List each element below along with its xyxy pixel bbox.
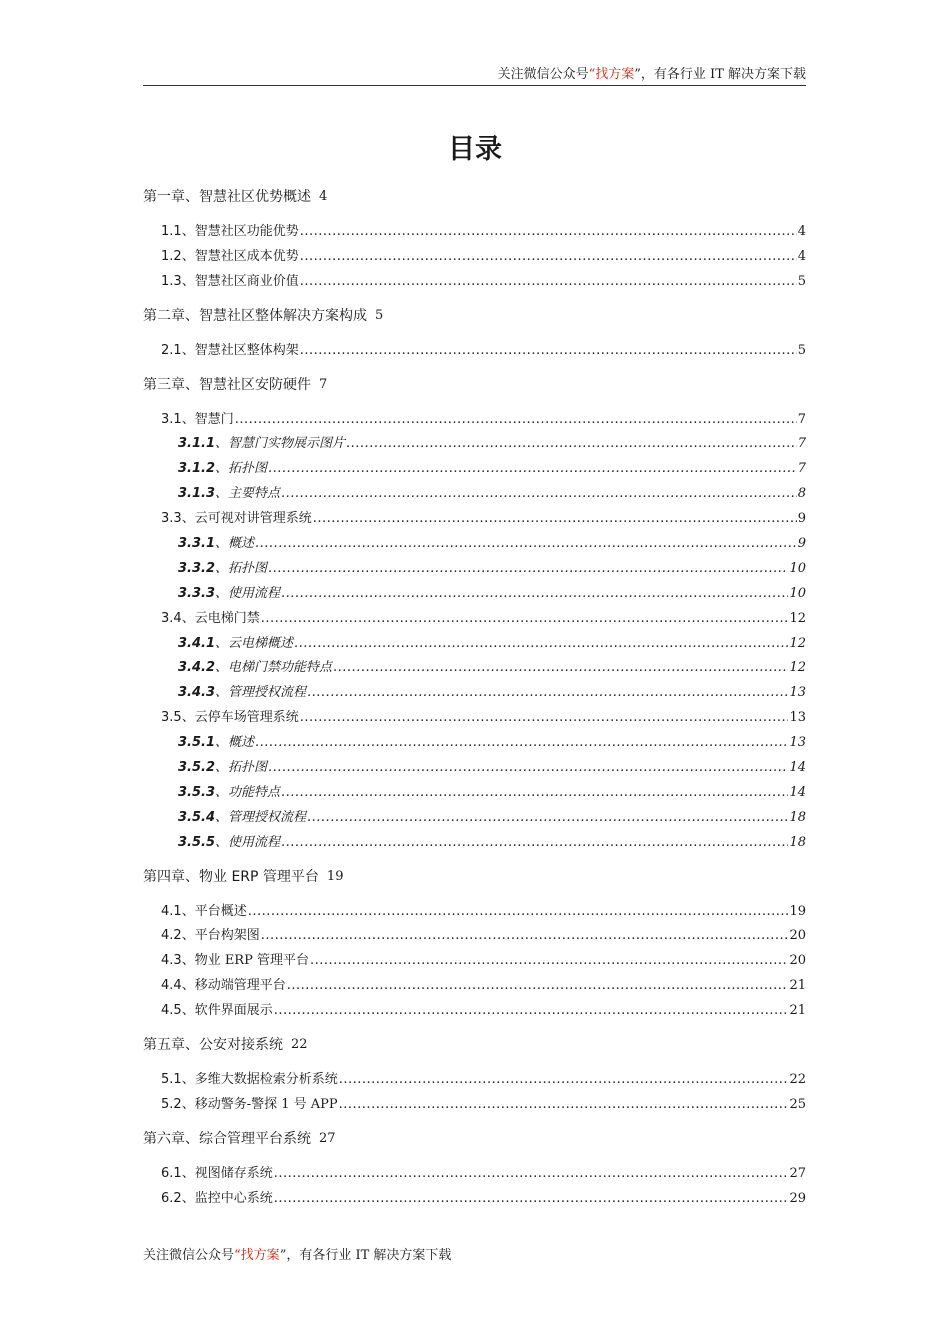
entry-page-number: 7 [797,411,806,427]
chapter-title: 第六章、综合管理平台系统 [143,1130,311,1147]
entry-page-number: 9 [797,511,806,527]
header-brand: 找方案 [595,67,635,82]
entry-number: 3.5.3 [178,784,216,800]
entry-title: 、移动警务-警探 1 号 APP [181,1096,338,1112]
entry-title: 、拓扑图 [215,560,268,576]
dot-leader [281,582,788,607]
toc-subsection-entry[interactable] [143,532,806,557]
toc-subsection-entry[interactable] [143,557,806,582]
entry-page-number: 13 [789,735,806,751]
dot-leader [281,831,788,856]
entry-number: 3.1.3 [178,486,216,502]
page-title: 目录 [448,134,502,165]
entry-title: 、监控中心系统 [181,1190,273,1206]
dot-leader [300,220,797,245]
toc-section-entry[interactable] [143,339,806,364]
chapter-page-number: 5 [375,307,384,323]
page-header [143,66,806,86]
toc-subsection-entry[interactable] [143,632,806,657]
toc-subsection-entry[interactable] [143,731,806,756]
entry-title: 、智慧门实物展示图片 [215,436,346,452]
entry-number: 6.2 [161,1190,182,1206]
dot-leader [281,482,797,507]
entry-number: 3.5.5 [178,834,216,850]
dot-leader [274,1162,789,1187]
toc-subsection-entry[interactable] [143,582,806,607]
entry-page-number: 20 [789,953,806,969]
dot-leader [300,339,797,364]
entry-page-number: 13 [789,685,806,701]
entry-number: 3.3.3 [178,585,216,601]
dot-leader [339,1068,789,1093]
entry-number: 3.4 [161,610,182,626]
entry-page-number: 18 [789,809,806,825]
toc-section-entry[interactable] [143,974,806,999]
toc-subsection-entry[interactable] [143,681,806,706]
entry-title: 、智慧门 [181,411,234,427]
dot-leader [255,731,788,756]
entry-page-number: 5 [797,342,806,358]
entry-title: 、平台构架图 [181,928,260,944]
entry-page-number: 21 [789,978,806,994]
section-spacer [143,295,806,304]
toc-section-entry[interactable] [143,607,806,632]
entry-number: 4.4 [161,978,182,994]
dot-leader [274,1187,789,1212]
chapter-page-number: 19 [326,868,344,884]
dot-leader [294,632,788,657]
entry-title: 、概述 [215,735,255,751]
entry-number: 3.3.1 [178,536,216,552]
dot-leader [268,756,788,781]
toc-chapter[interactable] [143,1127,806,1151]
entry-page-number: 5 [797,273,806,289]
entry-title: 、拓扑图 [215,760,268,776]
footer-text-post: ，有各行业 IT 解决方案下载 [286,1248,452,1263]
toc-section-entry[interactable] [143,999,806,1024]
footer-quote-close: ” [279,1248,287,1263]
entry-number: 6.1 [161,1165,182,1181]
entry-title: 、多维大数据检索分析系统 [181,1072,338,1088]
entry-page-number: 13 [789,710,806,726]
entry-number: 5.1 [161,1072,182,1088]
toc-section-entry[interactable] [143,507,806,532]
entry-number: 1.2 [161,248,182,264]
entry-title: 、智慧社区功能优势 [181,224,299,239]
entry-number: 4.2 [161,928,182,944]
toc-section-entry[interactable] [143,1162,806,1187]
entry-page-number: 12 [789,660,806,676]
entry-number: 2.1 [161,342,182,358]
footer-quote-open: “ [234,1248,241,1263]
section-spacer [143,856,806,865]
entry-page-number: 12 [789,610,806,626]
entry-page-number: 29 [789,1190,806,1206]
header-quote-open: “ [588,67,596,82]
entry-page-number: 7 [797,436,806,452]
entry-page-number: 12 [789,635,806,651]
entry-title: 、软件界面展示 [181,1003,273,1019]
toc-subsection-entry[interactable] [143,806,806,831]
entry-number: 3.5.1 [178,735,216,751]
entry-number: 3.1.2 [178,461,216,477]
dot-leader [310,949,788,974]
entry-number: 3.1.1 [178,436,216,452]
toc-section-entry[interactable] [143,220,806,245]
entry-title: 、使用流程 [215,834,281,850]
toc-subsection-entry[interactable] [143,756,806,781]
entry-page-number: 14 [789,760,806,776]
toc-section-entry[interactable] [143,900,806,925]
entry-title: 、云电梯门禁 [181,610,260,626]
toc-section-entry[interactable] [143,1187,806,1212]
chapter-title: 第三章、智慧社区安防硬件 [143,376,311,393]
entry-number: 3.5.4 [178,809,216,825]
entry-title: 、云电梯概述 [215,635,294,651]
entry-number: 3.4.3 [178,685,216,701]
page-footer [143,1246,451,1266]
toc-section-entry[interactable] [143,1068,806,1093]
section-spacer [143,1118,806,1127]
entry-number: 4.1 [161,903,182,919]
entry-number: 5.2 [161,1096,182,1112]
dot-leader [235,408,797,433]
chapter-page-number: 7 [319,376,328,392]
chapter-title: 第四章、物业 ERP 管理平台 [143,868,319,885]
dot-leader [339,1093,789,1118]
footer-brand: 找方案 [240,1248,280,1263]
chapter-title: 第一章、智慧社区优势概述 [143,189,311,205]
dot-leader [261,924,789,949]
entry-title: 、使用流程 [215,585,281,601]
entry-number: 3.4.1 [178,635,216,651]
entry-page-number: 10 [789,560,806,576]
entry-page-number: 22 [789,1072,806,1088]
entry-page-number: 8 [797,486,806,502]
entry-page-number: 18 [789,834,806,850]
entry-number: 1.3 [161,273,182,289]
header-text-post: ，有各行业 IT 解决方案下载 [640,67,806,82]
dot-leader [307,806,788,831]
entry-page-number: 7 [797,461,806,477]
toc-section-entry[interactable] [143,270,806,295]
entry-page-number: 4 [797,248,806,264]
chapter-page-number: 4 [319,189,328,204]
entry-title: 、智慧社区商业价值 [181,273,299,289]
chapter-title: 第二章、智慧社区整体解决方案构成 [143,307,367,324]
entry-title: 、功能特点 [215,784,281,800]
entry-page-number: 10 [789,585,806,601]
toc-subsection-entry[interactable] [143,656,806,681]
toc-chapter[interactable] [143,373,806,397]
entry-page-number: 25 [789,1096,806,1112]
entry-title: 、概述 [215,536,255,552]
dot-leader [268,557,788,582]
table-of-contents [143,185,806,1221]
toc-subsection-entry[interactable] [143,831,806,856]
toc-chapter[interactable] [143,185,806,209]
entry-title: 、智慧社区整体构架 [181,342,299,358]
entry-title: 、管理授权流程 [215,685,307,701]
dot-leader [300,245,797,270]
dot-leader [268,457,797,482]
section-spacer [143,364,806,373]
entry-page-number: 14 [789,784,806,800]
entry-title: 、电梯门禁功能特点 [215,660,333,676]
entry-title: 、云可视对讲管理系统 [181,511,312,527]
entry-number: 3.5 [161,710,182,726]
toc-subsection-entry[interactable] [143,781,806,806]
toc-section-entry[interactable] [143,408,806,433]
entry-number: 3.1 [161,411,182,427]
toc-chapter[interactable] [143,865,806,889]
entry-number: 1.1 [161,224,182,239]
dot-leader [255,532,797,557]
chapter-page-number: 22 [291,1037,308,1053]
entry-number: 4.3 [161,953,182,969]
toc-subsection-entry[interactable] [143,482,806,507]
entry-title: 、拓扑图 [215,461,268,477]
toc-section-entry[interactable] [143,706,806,731]
section-spacer [143,1024,806,1033]
entry-title: 、云停车场管理系统 [181,710,299,726]
dot-leader [300,270,797,295]
entry-number: 3.3.2 [178,560,216,576]
dot-leader [287,974,789,999]
entry-page-number: 27 [789,1165,806,1181]
entry-page-number: 4 [797,224,806,239]
toc-chapter[interactable] [143,1033,806,1057]
entry-page-number: 19 [789,903,806,919]
dot-leader [307,681,788,706]
entry-title: 、管理授权流程 [215,809,307,825]
chapter-page-number: 27 [319,1130,336,1146]
dot-leader [333,656,788,681]
entry-number: 3.4.2 [178,660,216,676]
dot-leader [261,607,789,632]
toc-section-entry[interactable] [143,245,806,270]
entry-title: 、主要特点 [215,486,281,502]
footer-text-pre: 关注微信公众号 [143,1248,235,1263]
header-text-pre: 关注微信公众号 [497,67,589,82]
dot-leader [248,900,789,925]
entry-number: 3.3 [161,511,182,527]
entry-title: 、移动端管理平台 [181,978,286,994]
entry-title: 、平台概述 [181,903,247,919]
entry-page-number: 21 [789,1003,806,1019]
toc-subsection-entry[interactable] [143,457,806,482]
section-spacer [143,1212,806,1221]
entry-page-number: 20 [789,928,806,944]
dot-leader [346,432,797,457]
entry-page-number: 9 [797,536,806,552]
dot-leader [274,999,789,1024]
toc-section-entry[interactable] [143,949,806,974]
header-quote-close: ” [634,67,641,82]
toc-section-entry[interactable] [143,924,806,949]
chapter-title: 第五章、公安对接系统 [143,1037,283,1054]
toc-chapter[interactable] [143,304,806,328]
entry-title: 、物业 ERP 管理平台 [181,953,309,969]
dot-leader [281,781,788,806]
entry-number: 3.5.2 [178,760,216,776]
entry-title: 、智慧社区成本优势 [181,248,299,264]
toc-subsection-entry[interactable] [143,432,806,457]
dot-leader [313,507,797,532]
entry-title: 、视图储存系统 [181,1165,273,1181]
toc-section-entry[interactable] [143,1093,806,1118]
dot-leader [300,706,789,731]
entry-number: 4.5 [161,1003,182,1019]
